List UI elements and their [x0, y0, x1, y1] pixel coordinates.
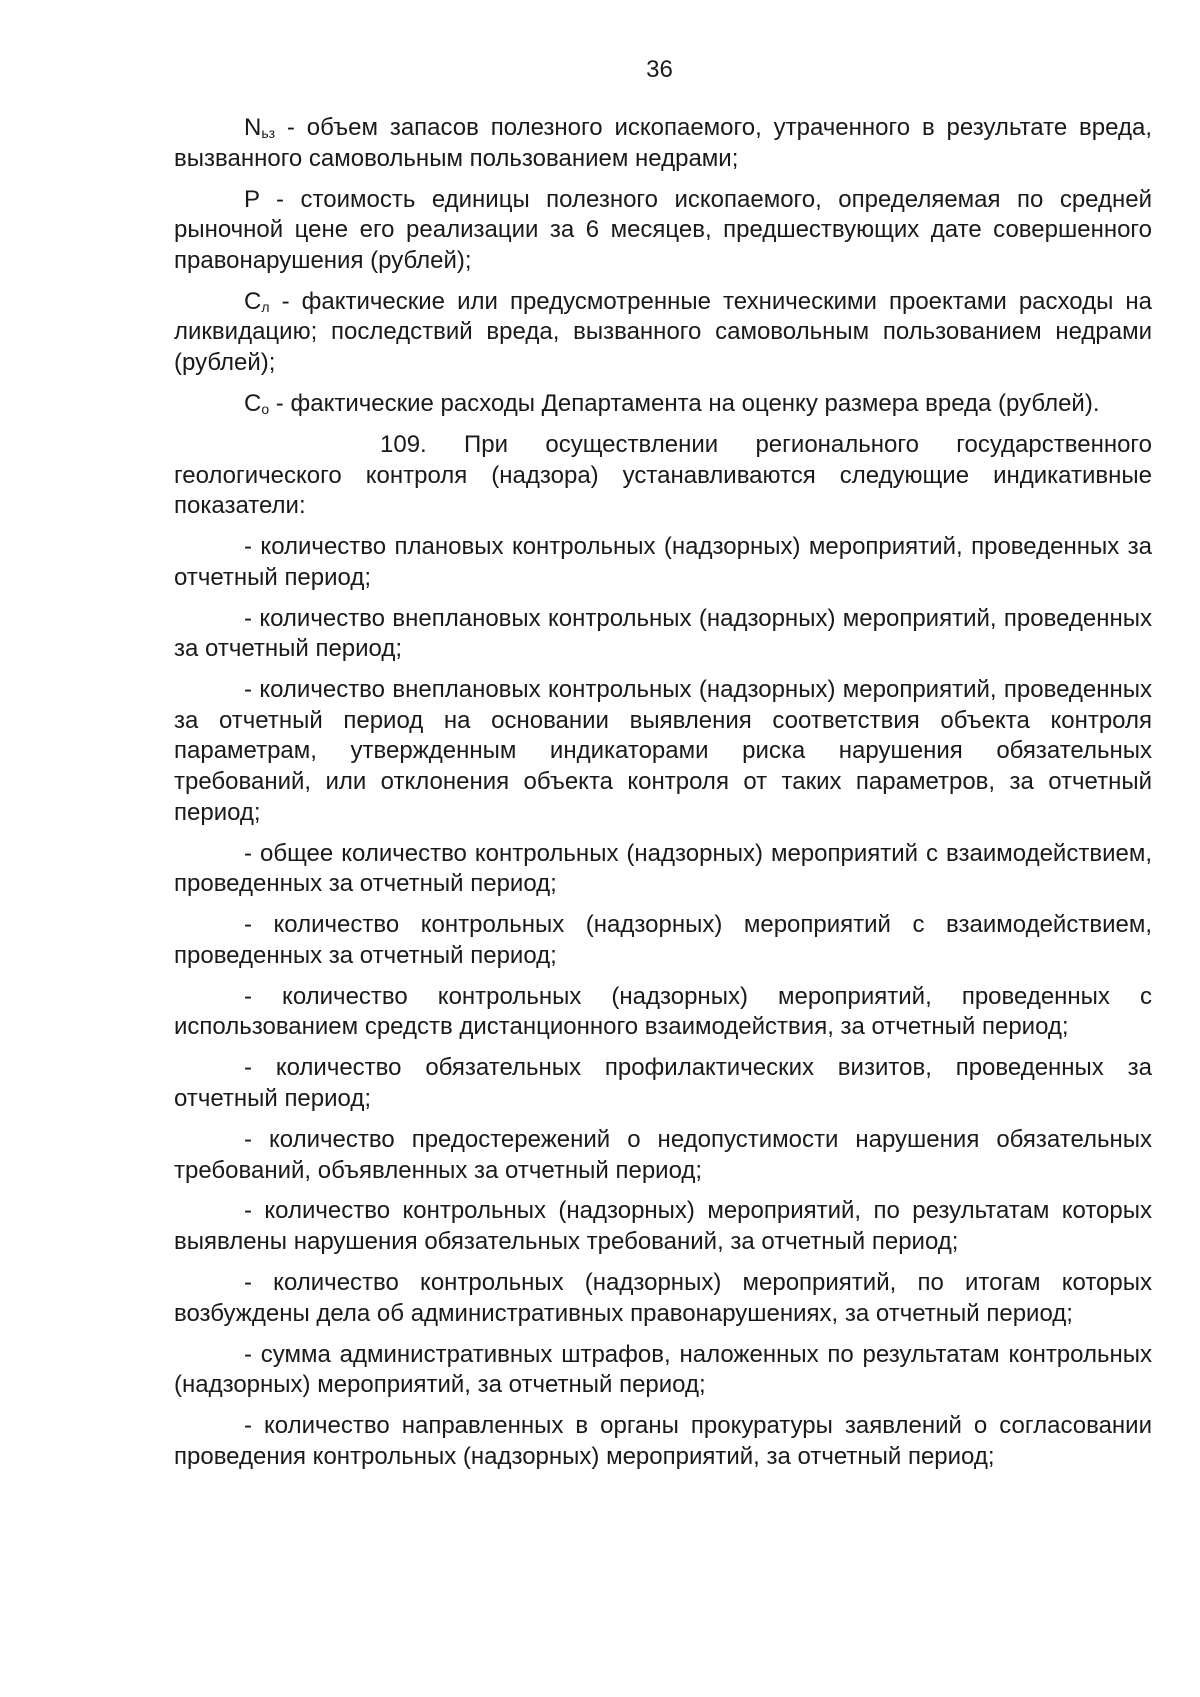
definition-p [174, 185, 1152, 277]
definition-symbol: N [244, 114, 262, 141]
definition-text: - фактические расходы Департамента на оценку размера вреда (рублей). [269, 389, 1100, 417]
definition-symbol: С [244, 389, 262, 417]
indicator-item: - количество внеплановых контрольных (надзорных) мероприятий, проведенных за отчетный период на основании выявления соответствия объекта контроля параметрам, утвержденным индикаторами риска нарушения обязательных требований, или отклонения объекта контроля от таких параметров, за отчетный период; [174, 676, 1152, 826]
indicator-item: - количество контрольных (надзорных) мероприятий, по итогам которых возбуждены дела об административных правонарушениях, за отчетный период; [174, 1269, 1152, 1327]
definition-nbz [174, 113, 1152, 174]
indicator-item: - общее количество контрольных (надзорных) мероприятий с взаимодействием, проведенных за отчетный период; [174, 839, 1152, 898]
indicator-item: - количество предостережений о недопустимости нарушения обязательных требований, объявленных за отчетный период; [174, 1125, 1152, 1184]
page-number: 36 [646, 56, 673, 83]
indicator-item: - количество плановых контрольных (надзорных) мероприятий, проведенных за отчетный период; [174, 533, 1152, 591]
definition-symbol: С [244, 287, 262, 315]
indicator-item: - количество контрольных (надзорных) мероприятий, проведенных с использованием средств дистанционного взаимодействия, за отчетный период; [174, 982, 1152, 1041]
definition-co [174, 389, 1152, 420]
page-content [174, 113, 1152, 1483]
section-109-intro: 109. При осуществлении регионального государственного геологического контроля (надзора) устанавливаются следующие индикативные показатели: [174, 430, 1152, 520]
indicator-item: - количество направленных в органы прокуратуры заявлений о согласовании проведения контрольных (надзорных) мероприятий, за отчетный период; [174, 1412, 1152, 1470]
definition-symbol: P [244, 185, 260, 213]
indicator-item: - количество обязательных профилактических визитов, проведенных за отчетный период; [174, 1054, 1152, 1112]
definition-subscript: о [261, 400, 270, 417]
indicator-item: - количество контрольных (надзорных) мероприятий с взаимодействием, проведенных за отчетный период; [174, 911, 1152, 969]
definition-cl [174, 287, 1152, 379]
definition-subscript: ьз [261, 125, 276, 141]
definition-text: - фактические или предусмотренные техническими проектами расходы на ликвидацию; последствий вреда, вызванного самовольным пользованием недрами (рублей); [174, 287, 1152, 376]
definition-subscript: л [261, 298, 270, 315]
indicator-item: - сумма административных штрафов, наложенных по результатам контрольных (надзорных) мероприятий, за отчетный период; [174, 1340, 1152, 1399]
definition-text: - объем запасов полезного ископаемого, утраченного в результате вреда, вызванного самовольным пользованием недрами; [174, 114, 1152, 172]
indicator-item: - количество контрольных (надзорных) мероприятий, по результатам которых выявлены нарушения обязательных требований, за отчетный период; [174, 1197, 1152, 1256]
definition-text: - стоимость единицы полезного ископаемого, определяемая по средней рыночной цене его реализации за 6 месяцев, предшествующих дате совершенного правонарушения (рублей); [174, 185, 1152, 274]
indicator-item: - количество внеплановых контрольных (надзорных) мероприятий, проведенных за отчетный период; [174, 604, 1152, 663]
